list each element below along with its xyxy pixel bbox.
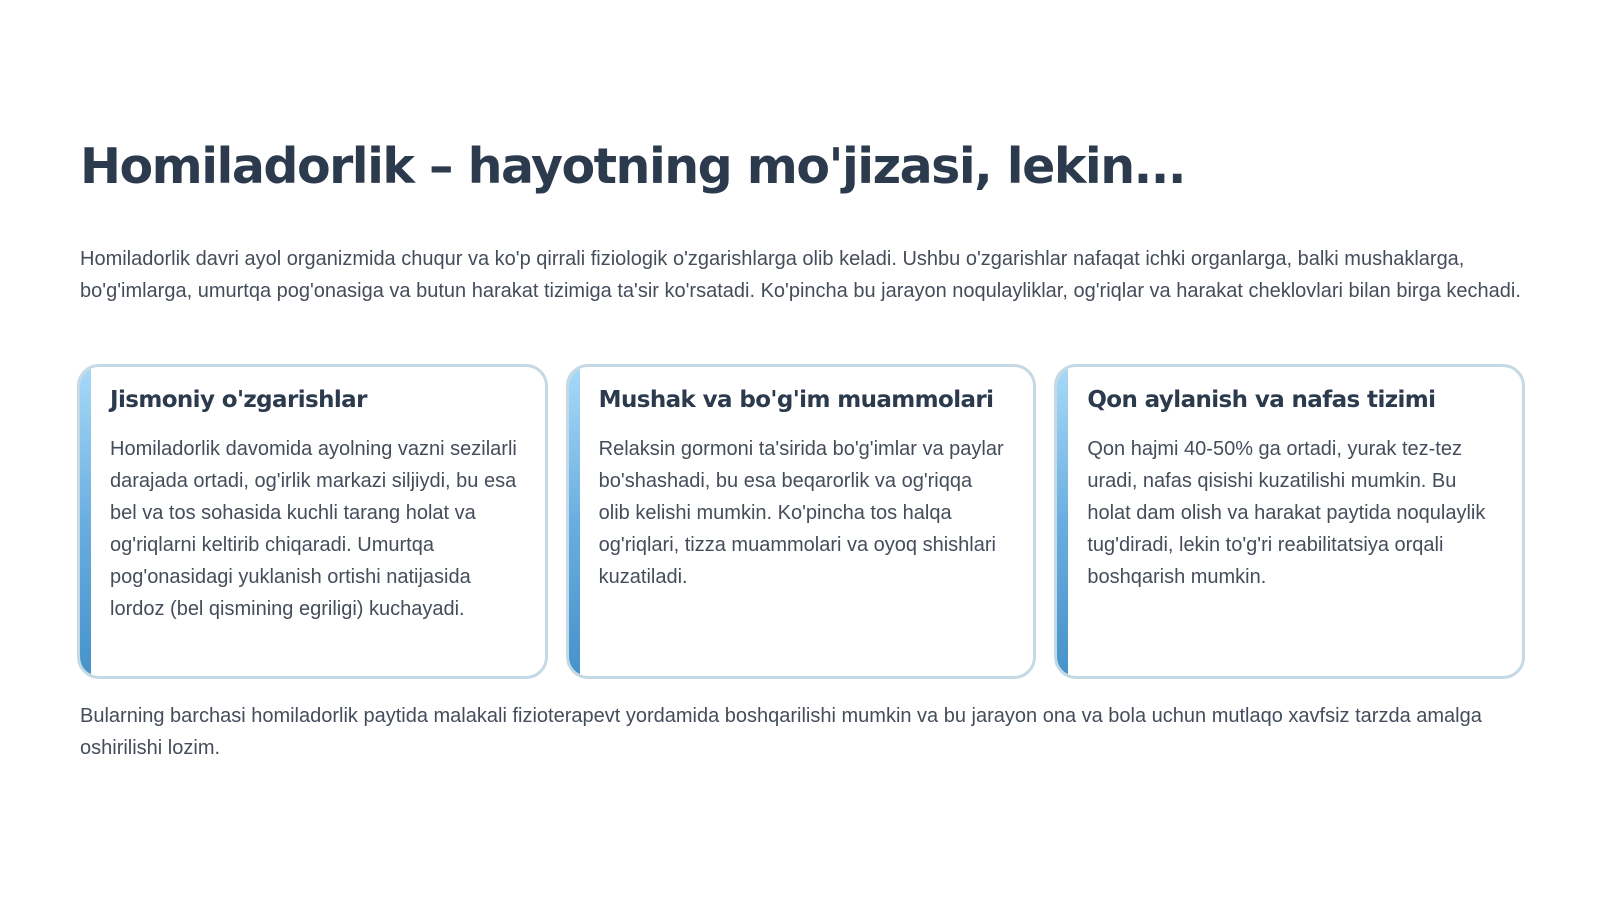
card-muscle-joint-problems [566, 364, 1037, 679]
card-title: Mushak va bo'g'im muammolari [598, 387, 994, 413]
card-title: Jismoniy o'zgarishlar [110, 387, 367, 413]
card-body: Relaksin gormoni ta'sirida bo'g'imlar va paylar bo'shashadi, bu esa beqarorlik va og'riqqa olib kelishi mumkin. Ko'pincha tos halqa og'riqlari, tizza muammolari va oyoq shishlari kuzatiladi. [598, 438, 1004, 588]
cards-row [77, 364, 1525, 679]
card-physical-changes [77, 364, 548, 679]
closing-paragraph: Bularning barchasi homiladorlik paytida malakali fizioterapevt yordamida boshqarilishi mumkin va bu jarayon ona va bola uchun mutlaqo xavfsiz tarzda amalga oshirilishi lozim. [80, 705, 1482, 759]
card-circulation-respiration [1054, 364, 1525, 679]
card-title: Qon aylanish va nafas tizimi [1087, 387, 1436, 413]
card-accent-bar [569, 367, 580, 676]
card-body: Homiladorlik davomida ayolning vazni sezilarli darajada ortadi, og'irlik markazi siljiydi, bu esa bel va tos sohasida kuchli tarang holat va og'riqlarni keltirib chiqaradi. Umurtqa pog'onasidagi yuklanish ortishi natijasida lordoz (bel qismining egriligi) kuchayadi. [110, 438, 517, 620]
page-title: Homiladorlik – hayotning mo'jizasi, lekin... [80, 138, 1185, 195]
card-accent-bar [1057, 367, 1068, 676]
card-accent-bar [80, 367, 91, 676]
intro-paragraph: Homiladorlik davri ayol organizmida chuqur va ko'p qirrali fiziologik o'zgarishlarga olib keladi. Ushbu o'zgarishlar nafaqat ichki organlarga, balki mushaklarga, bo'g'imlarga, umurtqa pog'onasiga va butun harakat tizimiga ta'sir ko'rsatadi. Ko'pincha bu jarayon noqulayliklar, og'riqlar va harakat cheklovlari bilan birga kechadi. [80, 248, 1521, 302]
card-body: Qon hajmi 40-50% ga ortadi, yurak tez-tez uradi, nafas qisishi kuzatilishi mumkin. Bu holat dam olish va harakat paytida noqulaylik tug'diradi, lekin to'g'ri reabilitatsiya orqali boshqarish mumkin. [1087, 438, 1486, 588]
